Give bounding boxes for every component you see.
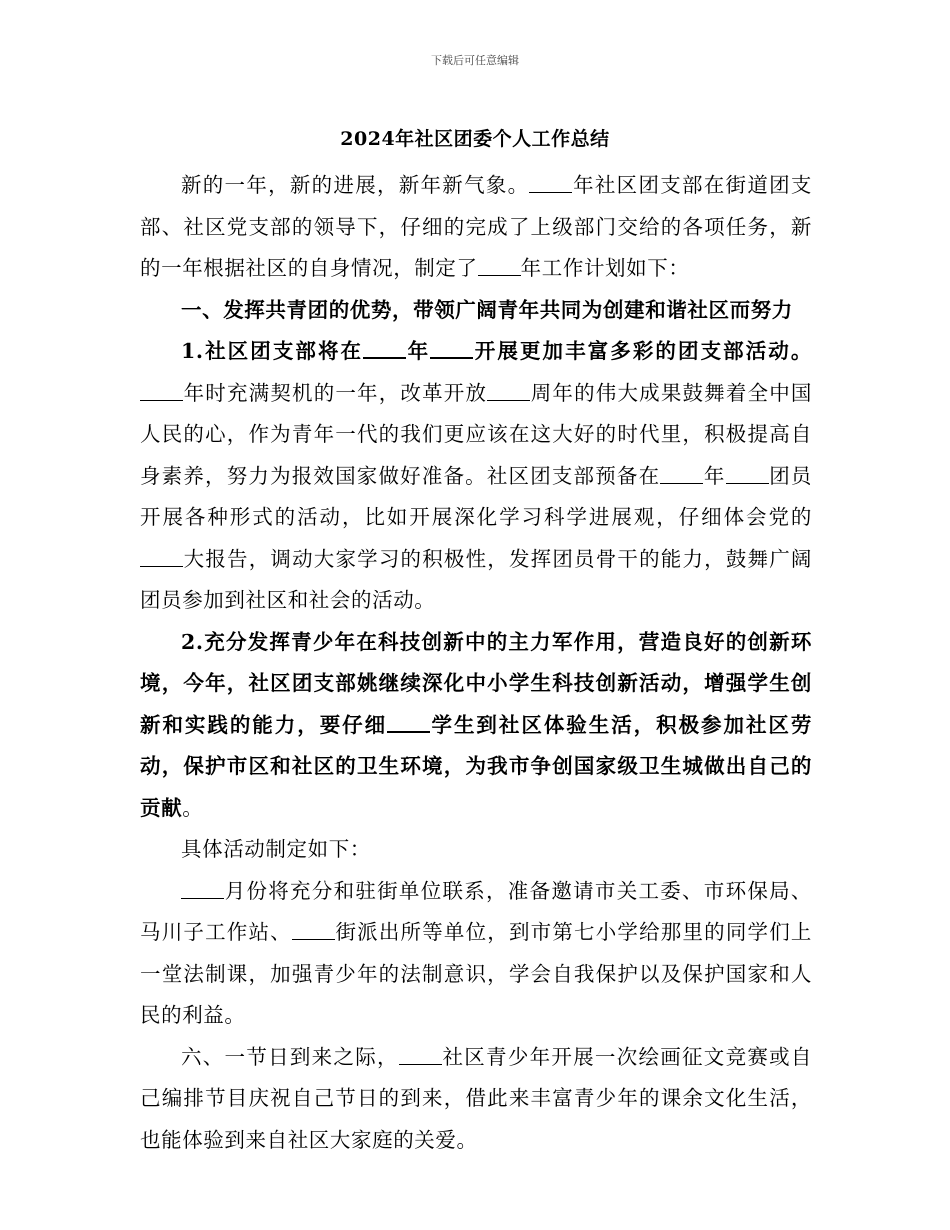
section-1-heading: 一、发挥共青团的优势，带领广阔青年共同为创建和谐社区而努力 [181,297,793,322]
intro-text-3: 年工作计划如下： [520,256,690,280]
intro-paragraph [140,165,812,290]
item-1-text-f: 年 [703,463,726,488]
fill-blank [478,254,521,277]
section-6-text-b: 社区青少年开展一次绘画征文竞赛或自己编排节目庆祝自己节日的到来，借此来丰富青少年的课余文化生活，也能体验到来自社区大家庭的关爱。 [140,1044,813,1152]
item-2-paragraph [140,622,812,830]
item-1-text-h: 大报告，调动大家学习的积极性，发挥团员骨干的能力，鼓舞广阔团员参加到社区和社会的活动。 [140,546,812,612]
fill-blank [387,709,430,733]
item-1-text-c: 开展更加丰富多彩的团支部活动。 [473,339,812,363]
fill-blank [363,336,406,360]
fill-blank [181,876,224,899]
document-body [140,165,812,1161]
intro-text-2: 年社区团支部在街道团支部、社区党支部的领导下，仔细的完成了上级部门交给的各项任务，新的一年根据社区的自身情况，制定了 [140,173,812,280]
page-header-note: 下载后可任意编辑 [431,54,519,67]
item-1-text-g: 团员开展各种形式的活动，比如开展深化学习科学进展观，仔细体会党的 [140,463,812,529]
plan-1-text-b: 街派出所等单位，到市第七小学给那里的同学们上一堂法制课，加强青少年的法制意识，学会自我保护以及保护国家和人民的利益。 [140,920,813,1027]
fill-blank [399,1042,442,1065]
document-title: 2024年社区团委个人工作总结 [340,128,610,150]
item-2-text-c: 。 [182,795,204,820]
section-6-text-a: 六、一节日到来之际， [181,1044,399,1069]
item-1-paragraph [140,331,812,622]
plan-1-text-a: 月份将充分和驻街单位联系，准备邀请市关工委、市环保局、马川子工作站、 [140,878,812,944]
section-6-paragraph [140,1037,812,1162]
fill-blank [430,336,473,360]
item-2-text-a: 2.充分发挥青少年在科技创新中的主力军作用，营造良好的创新环境，今年，社区团支部姚继续深化中小学生科技创新活动，增强学生创新和实践的能力，要仔细 [140,629,812,737]
item-1-text-b: 年 [406,339,431,363]
item-2-text-b: 学生到社区体验生活，积极参加社区劳动，保护市区和社区的卫生环境，为我市争创国家级卫生城做出自己的贡献 [140,712,812,820]
item-1-lead [181,339,812,363]
fill-blank [487,378,530,401]
fill-blank [529,171,572,194]
item-1-text-d: 年时充满契机的一年，改革开放 [183,380,488,405]
fill-blank [292,918,335,941]
item-1-text-a: 1.社区团支部将在 [181,339,364,363]
fill-blank [140,378,183,401]
plan-intro: 具体活动制定如下： [181,837,371,861]
item-2-bold [140,630,812,820]
intro-text-1: 新的一年，新的进展，新年新气象。 [181,173,530,197]
fill-blank [140,544,183,567]
fill-blank [660,461,703,484]
item-1-text-e: 周年的伟大成果鼓舞着全中国人民的心，作为青年一代的我们更应该在这大好的时代里，积极提高自身素养，努力为报效国家做好准备。社区团支部预备在 [140,380,812,488]
plan-1-paragraph [140,871,812,1037]
fill-blank [726,461,769,484]
